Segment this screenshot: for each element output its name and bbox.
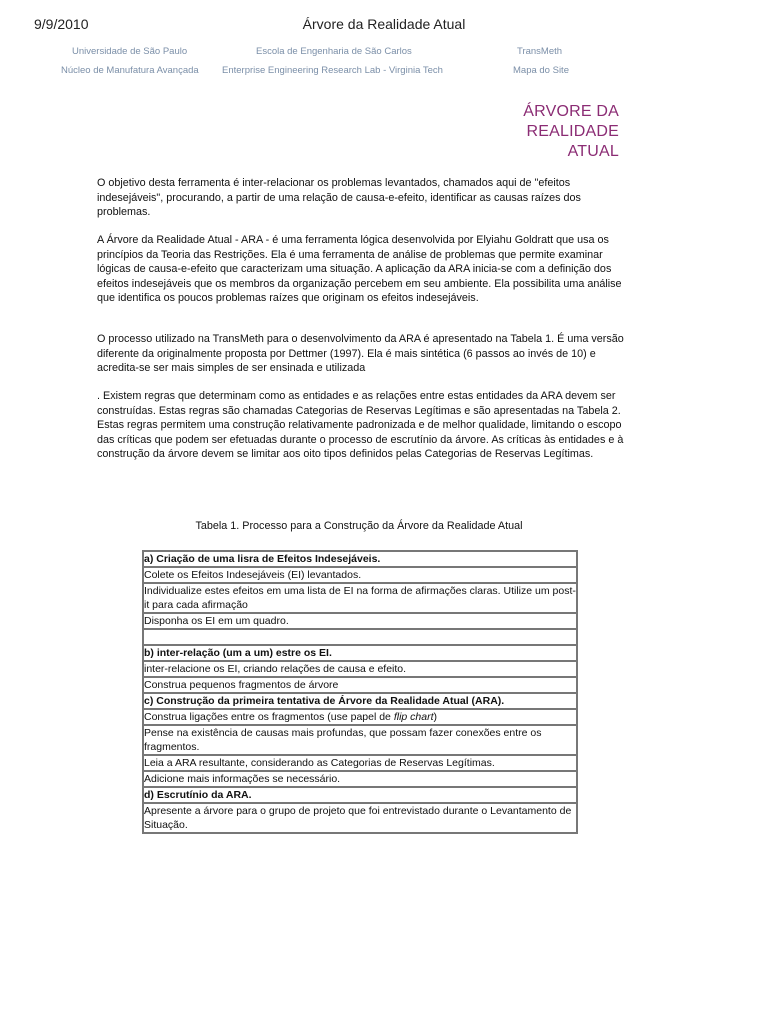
step-cell: Individualize estes efeitos em uma lista de EI na forma de afirmações claras. Utilize um post-it para cada afirmação <box>144 585 576 611</box>
intro-paragraph: O objetivo desta ferramenta é inter-relacionar os problemas levantados, chamados aqui de "efeitos indesejáveis", procurando, a partir de uma relação de causa-e-efeito, identificar as causas raízes dos problemas. <box>97 177 581 218</box>
step-cell: Colete os Efeitos Indesejáveis (EI) levantados. <box>143 567 577 583</box>
nav-link-site-map[interactable]: Mapa do Site <box>513 65 569 76</box>
table-row-empty <box>143 629 577 645</box>
table-row <box>143 771 577 787</box>
step-cell: Apresente a árvore para o grupo de projeto que foi entrevistado durante o Levantamento de Situação. <box>143 803 577 833</box>
step-cell: Pense na existência de causas mais profundas, que possam fazer conexões entre os fragmentos. <box>143 725 577 755</box>
step-cell: Adicione mais informações se necessário. <box>143 771 577 787</box>
table-row <box>143 803 577 833</box>
process-table <box>142 550 578 834</box>
nav-link-transmeth[interactable]: TransMeth <box>517 46 563 57</box>
step-cell: Disponha os EI em um quadro. <box>143 613 577 629</box>
nav-link-numa[interactable]: Núcleo de Manufatura Avançada <box>61 65 199 76</box>
section-title-b: b) inter-relação (um a um) estre os EI. <box>143 645 577 661</box>
nav-link-eesc[interactable]: Escola de Engenharia de São Carlos <box>256 46 412 57</box>
flip-chart-term: flip chart <box>393 711 434 723</box>
nav-link-usp[interactable]: Universidade de São Paulo <box>72 46 188 57</box>
table-section-row <box>143 693 577 709</box>
page-heading <box>523 102 619 162</box>
header-date: 9/9/2010 <box>34 16 89 32</box>
transmeth-process-paragraph: O processo utilizado na TransMeth para o desenvolvimento da ARA é apresentado na Tabela 1. É uma versão diferente da originalmente proposta por Dettmer (1997). Ela é mais sintética (6 passos ao invés de 10) e acredita-se ser mais simples de ser ensinada e utilizada <box>97 333 624 374</box>
table-row <box>143 725 577 755</box>
step-cell: Construa pequenos fragmentos de árvore <box>143 677 577 693</box>
step-text: Construa ligações entre os fragmentos (use papel de <box>144 711 394 723</box>
table-section-row <box>143 645 577 661</box>
table-row <box>143 583 577 613</box>
rules-paragraph: . Existem regras que determinam como as entidades e as relações entre estas entidades da ARA devem ser construídas. Estas regras são chamadas Categorias de Reservas Legítimas e são apresentadas na Tabela 2. Estas regras permitem uma construção relativamente padronizada e de melhor qualidade, limitando o escopo das críticas que podem ser efetuadas durante o processo de escrutínio da árvore. As críticas às entidades e à construção da árvore devem se limitar aos oito tipos definidos pelas Categorias de Reservas Legítimas. <box>97 390 624 460</box>
section-title-d: d) Escrutínio da ARA. <box>143 787 577 803</box>
table-row <box>143 567 577 583</box>
ara-definition-paragraph: A Árvore da Realidade Atual - ARA - é uma ferramenta lógica desenvolvida por Elyiahu Goldratt que usa os princípios da Teoria das Restrições. Ela é uma ferramenta de análise de problemas que permite examinar lógicas de causa-e-efeito que caracterizam uma situação. A aplicação da ARA inicia-se com a definição dos efeitos indesejáveis que os membros da organização percebem em seu ambiente. Ela possibilita uma análise que identifica os poucos problemas raízes que originam os efeitos indesejáveis. <box>97 234 622 304</box>
table-section-row <box>143 787 577 803</box>
table-row <box>143 709 577 725</box>
page-heading-line-2: REALIDADE <box>526 123 619 140</box>
page-heading-line-1: ÁRVORE DA <box>523 103 619 120</box>
step-cell-empty <box>143 629 577 645</box>
table-row <box>143 677 577 693</box>
section-title-a: a) Criação de uma lisra de Efeitos Indesejáveis. <box>143 551 577 567</box>
table-caption: Tabela 1. Processo para a Construção da Árvore da Realidade Atual <box>195 520 523 532</box>
step-cell: Leia a ARA resultante, considerando as Categorias de Reservas Legítimas. <box>143 755 577 771</box>
section-title-c: c) Construção da primeira tentativa de Árvore da Realidade Atual (ARA). <box>143 693 577 709</box>
step-text-close: ) <box>433 711 437 723</box>
page-heading-line-3: ATUAL <box>567 143 619 160</box>
nav-link-virginia-tech[interactable]: Enterprise Engineering Research Lab - Virginia Tech <box>222 65 443 76</box>
step-cell <box>143 709 577 725</box>
table-row <box>143 661 577 677</box>
table-section-row <box>143 551 577 567</box>
table-row <box>143 613 577 629</box>
step-cell: inter-relacione os EI, criando relações de causa e efeito. <box>143 661 577 677</box>
header-title: Árvore da Realidade Atual <box>302 16 466 32</box>
table-row <box>143 755 577 771</box>
